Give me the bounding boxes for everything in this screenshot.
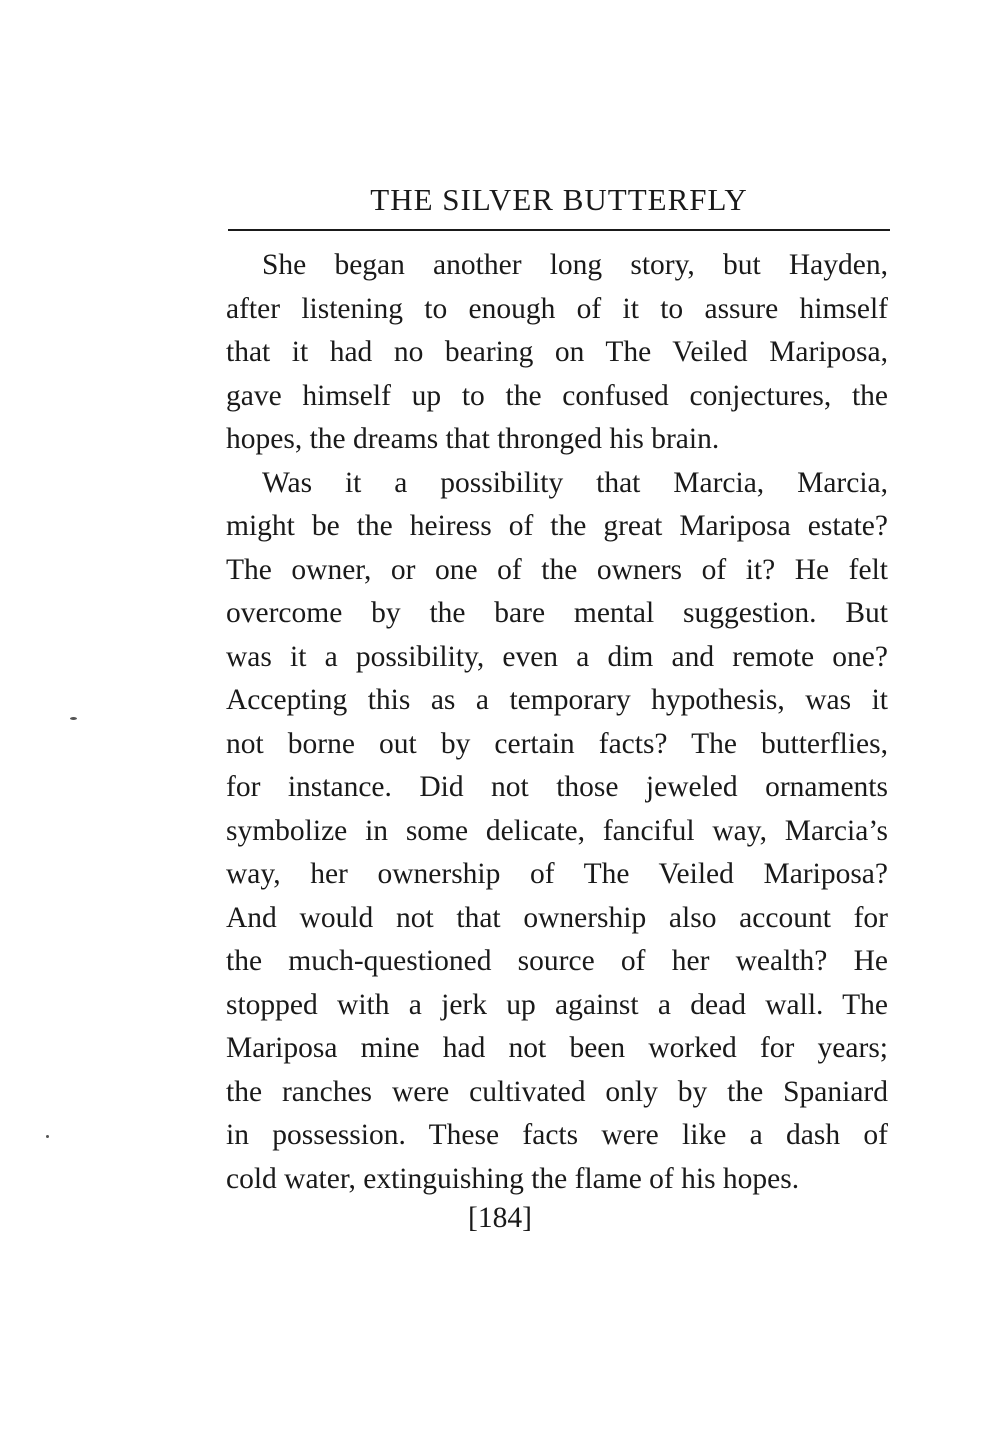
text-line: Accepting this as a temporary hypothesis, was it: [226, 684, 888, 716]
text-line: in possession. These facts were like a dash of: [226, 1119, 888, 1151]
text-line: symbolize in some delicate, fanciful way, Marcia’s: [226, 814, 888, 847]
text-line: for instance. Did not those jeweled ornaments: [226, 771, 888, 803]
text-line: the ranches were cultivated only by the Spaniard: [226, 1075, 888, 1108]
scan-speck: [70, 717, 77, 720]
text-line: might be the heiress of the great Mariposa estate?: [226, 510, 888, 542]
scan-speck: [46, 1135, 49, 1138]
text-line: hopes, the dreams that thronged his brain.: [226, 423, 720, 455]
text-line: that it had no bearing on The Veiled Mariposa,: [226, 336, 888, 368]
text-line: She began another long story, but Hayden,: [262, 249, 888, 281]
text-line: the much-questioned source of her wealth? He: [226, 945, 888, 977]
text-line: after listening to enough of it to assure himself: [226, 292, 888, 325]
paragraph-2: [226, 462, 888, 1202]
body-text: [226, 244, 888, 1201]
text-line: way, her ownership of The Veiled Mariposa?: [226, 858, 888, 890]
text-line: was it a possibility, even a dim and remote one?: [226, 640, 888, 673]
header-rule: [228, 229, 890, 231]
text-line: And would not that ownership also account for: [226, 901, 888, 934]
text-line: The owner, or one of the owners of it? He felt: [226, 553, 888, 586]
text-line: not borne out by certain facts? The butterflies,: [226, 727, 888, 760]
paragraph-1: [226, 244, 888, 462]
page-number: [184]: [468, 1202, 532, 1234]
text-line: Was it a possibility that Marcia, Marcia,: [262, 466, 888, 499]
text-line: gave himself up to the confused conjectures, the: [226, 379, 888, 412]
running-head: THE SILVER BUTTERFLY: [370, 182, 748, 217]
text-line: cold water, extinguishing the flame of his hopes.: [226, 1162, 800, 1195]
text-line: stopped with a jerk up against a dead wall. The: [226, 988, 888, 1021]
text-line: Mariposa mine had not been worked for years;: [226, 1032, 888, 1064]
text-line: overcome by the bare mental suggestion. But: [226, 597, 888, 629]
